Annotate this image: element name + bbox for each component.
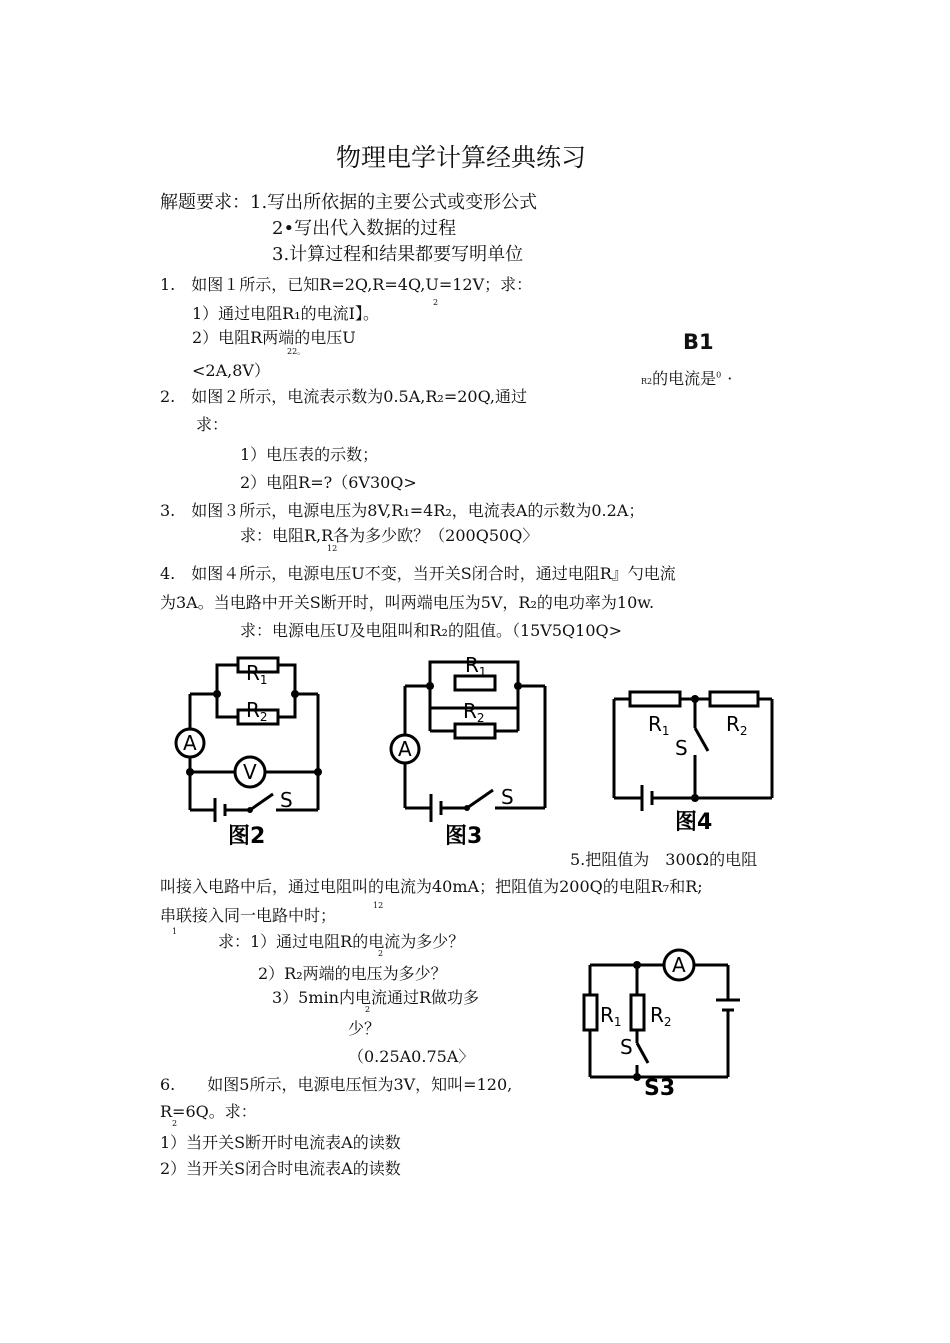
q5-sub2: 2）R₂两端的电压为多少？ <box>258 964 447 983</box>
q5-sub3-cont: 少？ <box>348 1019 381 1038</box>
r2-note-text: 的电流是 <box>652 369 717 388</box>
fig3-r1-resistor <box>455 676 495 690</box>
q6-sub1: 1）当开关S断开时电流表A的读数 <box>160 1133 401 1152</box>
circuit-part: R <box>600 1003 614 1027</box>
q6-stem: 6. 如图5所示，电源电压恒为3V，知叫=120, <box>160 1075 513 1094</box>
fig2-junction <box>291 690 299 698</box>
q1-sub2-mark: 22。 <box>287 347 306 356</box>
fig5-junction <box>633 1073 641 1081</box>
q5-margin-mark: 1 <box>172 927 178 936</box>
r2-note-sub: 2 <box>647 377 653 386</box>
circuit-part: 2 <box>259 710 268 724</box>
q2-ask: 求： <box>196 415 229 434</box>
q3-ask: 求：电阻R,R各为多少欧？（200Q50Q〉 <box>240 526 539 545</box>
q5-sub3: 3）5min内电流通过R做功多 <box>272 988 480 1007</box>
circuit-part: 1 <box>661 724 670 738</box>
fig2-junction <box>186 768 194 776</box>
fig5-r2-label <box>650 1003 672 1029</box>
q5-line3: 串联接入同一电路中时； <box>160 906 337 925</box>
q5-sub1: 求：1）通过电阻R的电流为多少？ <box>218 932 465 951</box>
fig3-junction <box>426 682 434 690</box>
fig2-ammeter-label: A <box>183 731 197 755</box>
circuit-part: R <box>246 661 260 685</box>
figure-2-circuit <box>170 650 340 855</box>
q1-sub2: 2）电阻R两端的电压U <box>192 328 356 347</box>
fig4-r2-resistor <box>710 692 758 706</box>
circuit-part: 2 <box>739 724 748 738</box>
fig4-r1-resistor <box>630 692 680 706</box>
circuit-part: 2 <box>476 711 485 725</box>
q5-line2: 叫接入电路中后，通过电阻叫的电流为40mA；把阻值为200Q的电阻R₇和R; <box>160 877 703 896</box>
fig5-junction <box>633 961 641 969</box>
requirement-3: 3.计算过程和结果都要写明单位 <box>272 244 524 265</box>
q4-ask: 求：电源电压U及电阻叫和R₂的阻值。（15V5Q10Q> <box>240 621 623 640</box>
fig3-ammeter-label: A <box>398 737 412 761</box>
fig2-voltmeter-label: V <box>243 760 257 784</box>
r2-note-mark: 0 <box>716 370 722 380</box>
circuit-part: R <box>726 712 740 736</box>
q6-mark: 2 <box>172 1119 178 1128</box>
q5-answer: （0.25A0.75A〉 <box>348 1047 475 1066</box>
b1-label: B1 <box>683 330 714 354</box>
fig3-switch-blade <box>467 790 493 808</box>
fig2-switch-pivot <box>247 807 253 813</box>
figure-5-circuit <box>580 950 750 1101</box>
fig2-junction <box>213 690 221 698</box>
circuit-part: 1 <box>478 665 487 679</box>
fig5-caption: S3 <box>644 1076 676 1101</box>
q2-sub1: 1）电压表的示数； <box>240 445 379 464</box>
fig2-switch-label: S <box>280 788 293 812</box>
requirements-lead: 解题要求：1.写出所依据的主要公式或变形公式 <box>160 192 538 213</box>
fig4-caption: 图4 <box>675 810 713 835</box>
fig4-junction <box>691 794 699 802</box>
fig3-r2-resistor <box>455 724 495 738</box>
fig5-switch-blade <box>637 1043 648 1063</box>
fig5-r1-resistor <box>584 995 597 1030</box>
fig4-r1-label <box>648 712 670 738</box>
q1-stem: 1. 如图１所示，已知R=2Q,R=4Q,U=12V；求： <box>160 275 533 294</box>
fig5-ammeter-label: A <box>672 953 686 977</box>
fig2-junction <box>314 768 322 776</box>
fig3-r1-label <box>465 653 487 679</box>
q2-sub2: 2）电阻R=?（6V30Q> <box>240 473 417 492</box>
q5-sub1-mark: 2 <box>378 949 384 958</box>
fig4-junction <box>691 695 699 703</box>
q2-stem: 2. 如图２所示，电流表示数为0.5A,R₂=20Q,通过 <box>160 387 527 406</box>
requirement-2: 2•写出代入数据的过程 <box>272 218 457 239</box>
q5-intro: 5.把阻值为 300Ω的电阻 <box>570 850 758 869</box>
fig2-r2-label <box>246 698 268 724</box>
fig3-switch-label: S <box>501 785 514 809</box>
circuit-part: 2 <box>663 1015 672 1029</box>
fig3-switch-pivot <box>464 805 470 811</box>
figure-3-circuit <box>385 648 555 853</box>
q1-sub1-mark: 2 <box>433 298 439 307</box>
fig3-caption: 图3 <box>445 824 483 849</box>
circuit-part: R <box>648 712 662 736</box>
q5-sub3-mark: 2 <box>365 1005 371 1014</box>
fig4-r2-label <box>726 712 748 738</box>
q1-answer: <2A,8V） <box>192 361 270 380</box>
fig2-switch-blade <box>250 794 273 810</box>
q6-sub2: 2）当开关S闭合时电流表A的读数 <box>160 1159 401 1178</box>
q4-stem: 4. 如图４所示，电源电压U不变，当开关S闭合时，通过电阻R』勺电流 <box>160 564 676 583</box>
fig5-r2-resistor <box>631 995 644 1030</box>
r2-current-note <box>641 366 732 389</box>
circuit-part: 1 <box>613 1015 622 1029</box>
fig4-switch-label: S <box>675 736 688 760</box>
q3-stem: 3. 如图３所示，电源电压为8V,R₁=4R₂，电流表A的示数为0.2A； <box>160 501 645 520</box>
page-title: 物理电学计算经典练习 <box>336 143 587 172</box>
q5-line3-mark: 12 <box>373 901 384 910</box>
r2-note-prefix: R <box>641 377 648 386</box>
fig5-r1-label <box>600 1003 622 1029</box>
circuit-part: R <box>463 699 477 723</box>
fig3-r2-label <box>463 699 485 725</box>
fig4-switch-blade <box>695 728 708 751</box>
fig5-switch-label: S <box>620 1035 633 1059</box>
fig2-caption: 图2 <box>228 824 266 849</box>
circuit-part: 1 <box>259 673 268 687</box>
circuit-part: R <box>246 698 260 722</box>
q6-line2: R=6Q。求： <box>160 1102 257 1121</box>
circuit-part: R <box>650 1003 664 1027</box>
r2-note-dot: · <box>727 369 733 388</box>
q1-sub1: 1）通过电阻R₁的电流I】。 <box>192 304 379 323</box>
figure-4-circuit <box>600 683 790 843</box>
fig3-junction <box>514 682 522 690</box>
q3-mark: 12 <box>327 544 338 553</box>
q4-line2: 为3A。当电路中开关S断开时，叫两端电压为5V，R₂的电功率为10w. <box>160 593 655 612</box>
circuit-part: R <box>465 653 479 677</box>
